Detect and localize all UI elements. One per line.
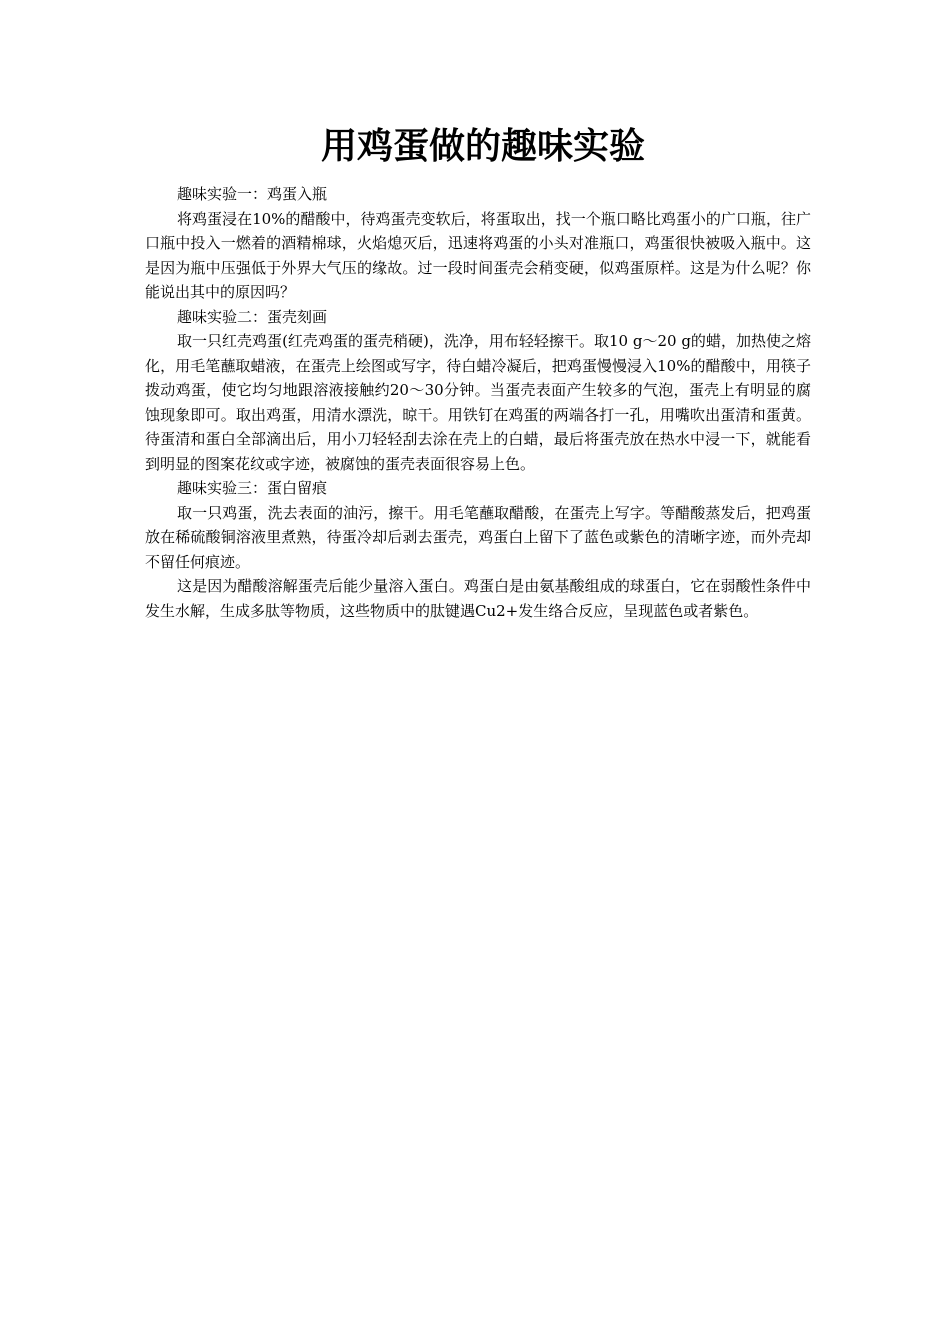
- section-experiment-3: [145, 476, 811, 623]
- document-page: [145, 118, 811, 623]
- body-paragraph: 取一只鸡蛋，洗去表面的油污，擦干。用毛笔蘸取醋酸，在蛋壳上写字。等醋酸蒸发后，把鸡蛋放在稀硫酸铜溶液里煮熟，待蛋冷却后剥去蛋壳，鸡蛋白上留下了蓝色或紫色的清晰字迹，而外壳却不留任何痕迹。: [145, 503, 811, 571]
- body-paragraph: 取一只红壳鸡蛋(红壳鸡蛋的蛋壳稍硬)，洗净，用布轻轻擦干。取10 g～20 g的蜡，加热使之熔化，用毛笔蘸取蜡液，在蛋壳上绘图或写字，待白蜡冷凝后，把鸡蛋慢慢浸入10%的醋酸中，用筷子拨动鸡蛋，使它均匀地跟溶液接触约20～30分钟。当蛋壳表面产生较多的气泡，蛋壳上有明显的腐蚀现象即可。取出鸡蛋，用清水漂洗，晾干。用铁钉在鸡蛋的两端各打一孔，用嘴吹出蛋清和蛋黄。待蛋清和蛋白全部滴出后，用小刀轻轻刮去涂在壳上的白蜡，最后将蛋壳放在热水中浸一下，就能看到明显的图案花纹或字迹，被腐蚀的蛋壳表面很容易上色。: [145, 332, 811, 473]
- section-experiment-1: [145, 182, 811, 305]
- section-heading: 趣味实验一：鸡蛋入瓶: [177, 185, 328, 203]
- document-title: 用鸡蛋做的趣味实验: [320, 126, 645, 167]
- section-experiment-2: [145, 305, 811, 477]
- section-heading: 趣味实验二：蛋壳刻画: [177, 307, 328, 326]
- body-paragraph: 将鸡蛋浸在10%的醋酸中，待鸡蛋壳变软后，将蛋取出，找一个瓶口略比鸡蛋小的广口瓶，往广口瓶中投入一燃着的酒精棉球，火焰熄灭后，迅速将鸡蛋的小头对准瓶口，鸡蛋很快被吸入瓶中。这是因为瓶中压强低于外界大气压的缘故。过一段时间蛋壳会稍变硬，似鸡蛋原样。这是为什么呢？你能说出其中的原因吗？: [145, 209, 811, 301]
- body-paragraph: 这是因为醋酸溶解蛋壳后能少量溶入蛋白。鸡蛋白是由氨基酸组成的球蛋白，它在弱酸性条件中发生水解，生成多肽等物质，这些物质中的肽键遇Cu2+发生络合反应，呈现蓝色或者紫色。: [145, 577, 811, 620]
- section-heading: 趣味实验三：蛋白留痕: [177, 479, 328, 497]
